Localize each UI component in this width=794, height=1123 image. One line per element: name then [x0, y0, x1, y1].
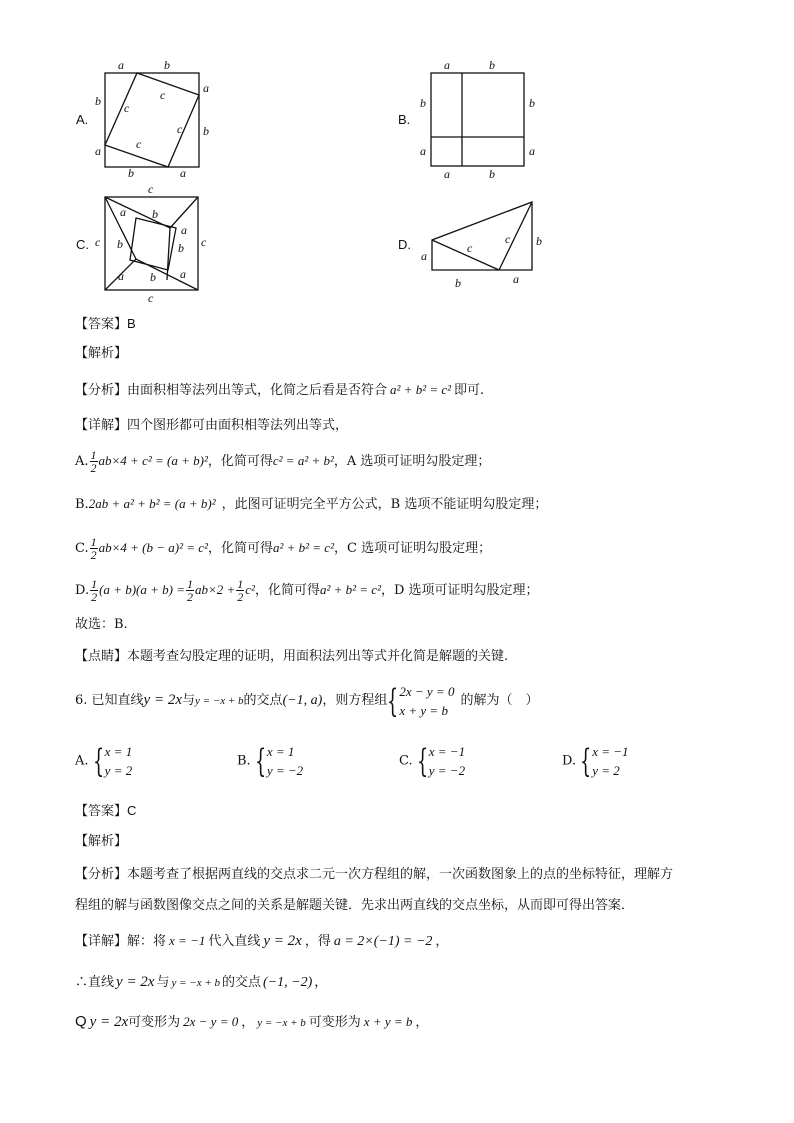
- svg-text:a: a: [120, 205, 126, 219]
- q6-line2: y = −x + b: [195, 695, 244, 707]
- line-c-result: a² + b² = c²: [272, 540, 334, 555]
- q6-point: (−1, a): [282, 693, 323, 708]
- svg-text:b: b: [150, 270, 156, 284]
- line-a-result: c² = a² + b²: [272, 453, 334, 468]
- therefore-symbol: ∴: [75, 975, 89, 990]
- option-row-1: x = 1: [104, 744, 133, 759]
- fenxi-text: 由面积相等法列出等式，化简之后看是否符合: [127, 383, 388, 398]
- svg-text:b: b: [178, 241, 184, 255]
- svg-text:b: b: [152, 207, 158, 221]
- answer-value: B: [127, 316, 136, 331]
- line-d-prefix: D.: [75, 583, 90, 598]
- svg-text:a: a: [203, 81, 209, 95]
- q6-option-b[interactable]: [237, 742, 303, 781]
- figure-a-diagram: [90, 55, 220, 185]
- detail-text: ，: [314, 975, 328, 990]
- detail-math: y = 2x: [89, 1014, 129, 1030]
- figure-a-label: A.: [76, 112, 89, 127]
- system-row-2: x + y = b: [399, 702, 448, 718]
- because-symbol: Q: [75, 1013, 87, 1030]
- line-d-mid: ，化简可得: [254, 583, 320, 598]
- detail-math: x = −1: [169, 933, 206, 948]
- option-system: { x = 1 y = 2: [92, 742, 133, 780]
- half-fraction: $\frac{1}{2}$: [90, 535, 97, 562]
- option-label: D.: [562, 753, 577, 769]
- option-row-2: y = 2: [104, 763, 133, 778]
- line-a-tail: ，A 选项可证明勾股定理；: [333, 454, 491, 469]
- option-row-2: y = 2: [592, 763, 620, 778]
- line-d-expr1: (a + b)(a + b) =: [99, 582, 185, 597]
- line-b-tail: ，此图可证明完全平方公式，B 选项不能证明勾股定理；: [221, 497, 548, 512]
- detail-math: 2x − y = 0: [183, 1014, 239, 1029]
- option-system: { x = 1 y = −2: [254, 742, 304, 780]
- q6-option-c[interactable]: [399, 742, 465, 781]
- figure-b-diagram: [415, 55, 545, 185]
- option-label: A.: [75, 753, 89, 769]
- svg-text:a: a: [421, 249, 427, 263]
- dianjing-tag: 【点睛】: [75, 649, 128, 664]
- svg-text:b: b: [420, 96, 426, 110]
- option-row-2: y = −2: [266, 763, 304, 778]
- q6-answer: [75, 802, 136, 821]
- svg-text:a: a: [95, 144, 101, 158]
- svg-text:c: c: [148, 182, 154, 196]
- half-fraction: $\frac{1}{2}$: [91, 577, 98, 604]
- detail-text: 直线: [88, 975, 115, 990]
- option-row-1: x = −1: [428, 744, 466, 759]
- svg-text:c: c: [136, 137, 142, 151]
- detail-tag: 【详解】: [75, 934, 128, 949]
- q5-detail: [75, 417, 348, 435]
- line-d-expr3: c²: [245, 582, 255, 597]
- detail-math: y = 2x: [116, 974, 155, 990]
- line-d-expr2: ab×2 +: [194, 582, 236, 597]
- svg-text:b: b: [529, 96, 535, 110]
- svg-text:b: b: [164, 58, 170, 72]
- figure-d-diagram: [415, 195, 555, 295]
- q6-number: 6. 已知直线: [75, 693, 144, 708]
- detail-math: (−1, −2): [263, 975, 313, 990]
- detail-text: 与: [156, 975, 170, 990]
- detail-text: 代入直线: [208, 934, 261, 949]
- svg-text:a: a: [180, 166, 186, 180]
- svg-text:b: b: [536, 234, 542, 248]
- option-label: C.: [399, 753, 413, 769]
- line-c-mid: ，化简可得: [207, 541, 273, 556]
- svg-text:a: a: [444, 58, 450, 72]
- fenxi-text-1: 本题考查了根据两直线的交点求二元一次方程组的解，一次函数图象上的点的坐标特征，理解方: [127, 867, 674, 882]
- svg-text:a: a: [420, 144, 426, 158]
- line-c-tail: ，C 选项可证明勾股定理；: [333, 541, 492, 556]
- half-fraction: $\frac{1}{2}$: [90, 448, 97, 475]
- figure-c-label: C.: [76, 237, 89, 252]
- detail-math: a = 2×(−1) = −2: [333, 934, 433, 949]
- half-fraction: $\frac{1}{2}$: [186, 577, 193, 604]
- q5-line-a: [75, 446, 490, 477]
- option-system: { x = −1 y = −2: [416, 742, 466, 780]
- line-b-expr: 2ab + a² + b² = (a + b)²: [88, 496, 216, 511]
- q5-line-b: [75, 495, 547, 514]
- detail-math: y = −x + b: [171, 977, 221, 989]
- q6-detail-line3: [75, 1013, 428, 1032]
- detail-math: y = 2x: [263, 933, 302, 949]
- svg-text:a: a: [118, 58, 124, 72]
- svg-text:b: b: [489, 167, 495, 181]
- svg-text:a: a: [529, 144, 535, 158]
- system-row-1: 2x − y = 0: [399, 683, 455, 699]
- option-system: { x = −1 y = 2: [580, 742, 629, 780]
- svg-text:b: b: [489, 58, 495, 72]
- detail-text: ，: [241, 1015, 255, 1030]
- q5-answer: [75, 315, 136, 334]
- detail-text: 四个图形都可由面积相等法列出等式，: [127, 418, 349, 433]
- detail-text: ，: [435, 934, 449, 949]
- svg-text:c: c: [124, 101, 130, 115]
- dianjing-text: 本题考查勾股定理的证明，用面积法列出等式并化简是解题的关键.: [127, 649, 509, 664]
- svg-text:b: b: [95, 94, 101, 108]
- answer-value: C: [127, 803, 137, 818]
- line-a-mid: ，化简可得: [207, 454, 273, 469]
- q6-stem: [75, 680, 538, 721]
- detail-text: ，得: [304, 934, 331, 949]
- q6-then: ，则方程组: [322, 693, 388, 708]
- svg-text:b: b: [117, 237, 123, 251]
- svg-text:c: c: [177, 122, 183, 136]
- q6-fenxi-line2: 程组的解与函数图像交点之间的关系是解题关键．先求出两直线的交点坐标，从而即可得出答案．: [75, 898, 635, 913]
- option-row-1: x = 1: [266, 744, 295, 759]
- fenxi-tag: 【分析】: [75, 867, 128, 882]
- svg-text:a: a: [513, 272, 519, 286]
- svg-text:c: c: [505, 232, 511, 246]
- svg-text:a: a: [180, 267, 186, 281]
- detail-math: x + y = b: [363, 1014, 413, 1029]
- q5-choose: 故选：B.: [75, 617, 128, 632]
- figure-b-label: B.: [398, 112, 411, 127]
- svg-text:c: c: [467, 241, 473, 255]
- answer-tag: 【答案】: [75, 317, 128, 332]
- line-c-prefix: C.: [75, 541, 89, 556]
- q6-solution-is: 的解为（ ）: [460, 693, 539, 708]
- detail-text: 的交点: [222, 975, 262, 990]
- detail-text: 可变形为: [128, 1015, 181, 1030]
- q6-option-d[interactable]: [562, 742, 629, 781]
- half-fraction: $\frac{1}{2}$: [237, 577, 244, 604]
- line-a-prefix: A.: [75, 454, 89, 469]
- line-c-expr: ab×4 + (b − a)² = c²: [98, 540, 208, 555]
- q6-with: 与: [181, 693, 195, 708]
- fenxi-tail: 即可.: [454, 383, 485, 398]
- detail-text: 解：将: [127, 934, 167, 949]
- line-d-result: a² + b² = c²: [319, 582, 381, 597]
- option-row-2: y = −2: [428, 763, 466, 778]
- detail-text: ，: [415, 1015, 429, 1030]
- answer-tag: 【答案】: [75, 804, 128, 819]
- svg-text:b: b: [128, 166, 134, 180]
- q6-option-a[interactable]: [75, 742, 132, 781]
- svg-text:c: c: [201, 235, 207, 249]
- svg-text:b: b: [203, 124, 209, 138]
- q5-analysis-heading: 【解析】: [75, 346, 128, 361]
- line-b-prefix: B.: [75, 497, 89, 512]
- fenxi-formula: a² + b² = c²: [390, 382, 452, 397]
- svg-text:a: a: [181, 223, 187, 237]
- option-row-1: x = −1: [592, 744, 629, 759]
- svg-text:b: b: [455, 276, 461, 290]
- q6-detail-line2: [75, 973, 327, 992]
- q6-intersect: 的交点: [243, 693, 283, 708]
- detail-text: 可变形为: [308, 1015, 361, 1030]
- q6-analysis-heading: 【解析】: [75, 834, 128, 849]
- detail-math: y = −x + b: [257, 1017, 306, 1029]
- figure-c-diagram: [90, 182, 220, 302]
- q5-dianjing: [75, 648, 508, 666]
- line-d-tail: ，D 选项可证明勾股定理；: [380, 583, 539, 598]
- svg-text:a: a: [118, 269, 124, 283]
- q5-line-d: [75, 575, 539, 606]
- q6-fenxi-line1: [75, 866, 673, 884]
- line-a-expr: ab×4 + c² = (a + b)²: [98, 453, 208, 468]
- detail-tag: 【详解】: [75, 418, 128, 433]
- svg-text:c: c: [95, 235, 101, 249]
- q6-detail-line1: [75, 932, 448, 951]
- q6-line1: y = 2x: [143, 692, 182, 708]
- q5-fenxi: [75, 381, 484, 400]
- figure-d-label: D.: [398, 237, 411, 252]
- svg-text:a: a: [444, 167, 450, 181]
- svg-text:c: c: [148, 291, 154, 302]
- fenxi-tag: 【分析】: [75, 383, 128, 398]
- svg-text:c: c: [160, 88, 166, 102]
- option-label: B.: [237, 753, 251, 769]
- q5-line-c: [75, 533, 491, 564]
- q6-equation-system: { 2x − y = 0 x + y = b: [387, 681, 455, 720]
